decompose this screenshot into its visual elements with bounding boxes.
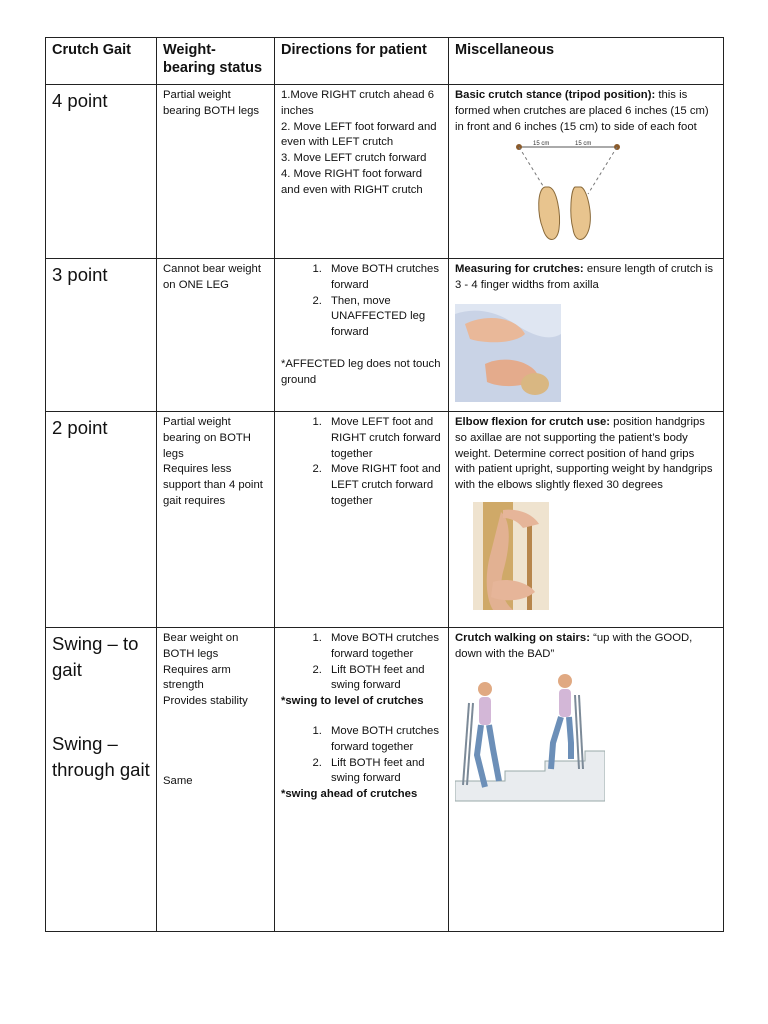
misc-text: position handgrips so axillae are not supporting the patient’s body weight. Determine correct position of hand grips with patient upright, supporting weight by handgrips with the elbows slightly flexed 30 degrees [455, 416, 713, 492]
weight-text: Provides stability [163, 695, 248, 708]
figure-label-right: 15 cm [575, 141, 592, 148]
header-directions: Directions for patient [275, 38, 449, 85]
directions-cell [275, 412, 449, 628]
direction-step: 1. Move BOTH crutches forward together [325, 631, 442, 663]
directions-cell [275, 628, 449, 932]
weight-bearing-cell [157, 628, 275, 932]
misc-text: “up with the GOOD, down with the BAD” [455, 632, 693, 660]
table-row [46, 85, 724, 259]
misc-text: ensure length of crutch is 3 - 4 finger widths from axilla [455, 263, 714, 291]
crutch-gait-table [45, 37, 724, 932]
weight-bearing-cell [157, 259, 275, 412]
gait-name: Swing – through gait [52, 733, 150, 780]
direction-step: 1.Move RIGHT crutch ahead 6 inches [281, 89, 434, 117]
direction-step: 2. Move RIGHT foot and LEFT crutch forward together [325, 462, 442, 509]
header-weight-bearing: Weight-bearing status [157, 38, 275, 85]
crutch-measuring-photo [455, 304, 561, 402]
header-crutch-gait: Crutch Gait [46, 38, 157, 85]
weight-text: Requires less support than 4 point gait requires [163, 463, 263, 507]
weight-bearing-cell [157, 85, 275, 259]
gait-name: 2 point [46, 412, 157, 628]
direction-step: 4. Move RIGHT foot forward and even with RIGHT crutch [281, 167, 423, 196]
figure-label-left: 15 cm [533, 141, 550, 148]
gait-name-cell [46, 628, 157, 932]
misc-cell [449, 412, 724, 628]
stairs-crutch-illustration [455, 669, 605, 809]
direction-step: 2. Lift BOTH feet and swing forward [325, 756, 442, 788]
gait-name: Swing – to gait [52, 633, 139, 680]
misc-title: Crutch walking on stairs: [455, 632, 590, 644]
direction-step: 3. Move LEFT crutch forward [281, 152, 427, 165]
misc-title: Basic crutch stance (tripod position): [455, 89, 656, 101]
direction-note: *swing ahead of crutches [281, 788, 418, 801]
direction-note: *AFFECTED leg does not touch ground [281, 357, 441, 386]
misc-cell [449, 259, 724, 412]
misc-title: Measuring for crutches: [455, 263, 584, 275]
gait-name: 3 point [46, 259, 157, 412]
direction-step: 2. Lift BOTH feet and swing forward [325, 663, 442, 695]
header-row [46, 38, 724, 85]
table-row [46, 628, 724, 932]
table-row [46, 412, 724, 628]
weight-text: Partial weight bearing BOTH legs [163, 89, 260, 117]
misc-text: this is formed when crutches are placed 6 inches (15 cm) in front and 6 inches (15 cm) to side of each foot [455, 89, 709, 133]
direction-step: 1. Move LEFT foot and RIGHT crutch forward together [325, 415, 442, 462]
misc-cell [449, 628, 724, 932]
direction-note: *swing to level of crutches [281, 695, 424, 708]
weight-text: Partial weight bearing on BOTH legs [163, 416, 251, 460]
gait-name: 4 point [46, 85, 157, 259]
weight-text: Bear weight on BOTH legs [163, 632, 239, 660]
direction-step: 1. Move BOTH crutches forward [325, 262, 442, 294]
direction-step: 2. Then, move UNAFFECTED leg forward [325, 294, 442, 341]
weight-text: Same [163, 774, 193, 787]
header-miscellaneous: Miscellaneous [449, 38, 724, 85]
weight-text: Cannot bear weight on ONE LEG [163, 263, 261, 291]
table-row [46, 259, 724, 412]
tripod-stance-figure [513, 139, 633, 251]
directions-cell [275, 259, 449, 412]
weight-text: Requires arm strength [163, 663, 231, 692]
directions-cell [275, 85, 449, 259]
weight-bearing-cell [157, 412, 275, 628]
direction-step: 2. Move LEFT foot forward and even with LEFT crutch [281, 120, 437, 149]
misc-cell [449, 85, 724, 259]
elbow-flexion-photo [473, 502, 549, 610]
misc-title: Elbow flexion for crutch use: [455, 416, 611, 428]
direction-step: 1. Move BOTH crutches forward together [325, 724, 442, 756]
